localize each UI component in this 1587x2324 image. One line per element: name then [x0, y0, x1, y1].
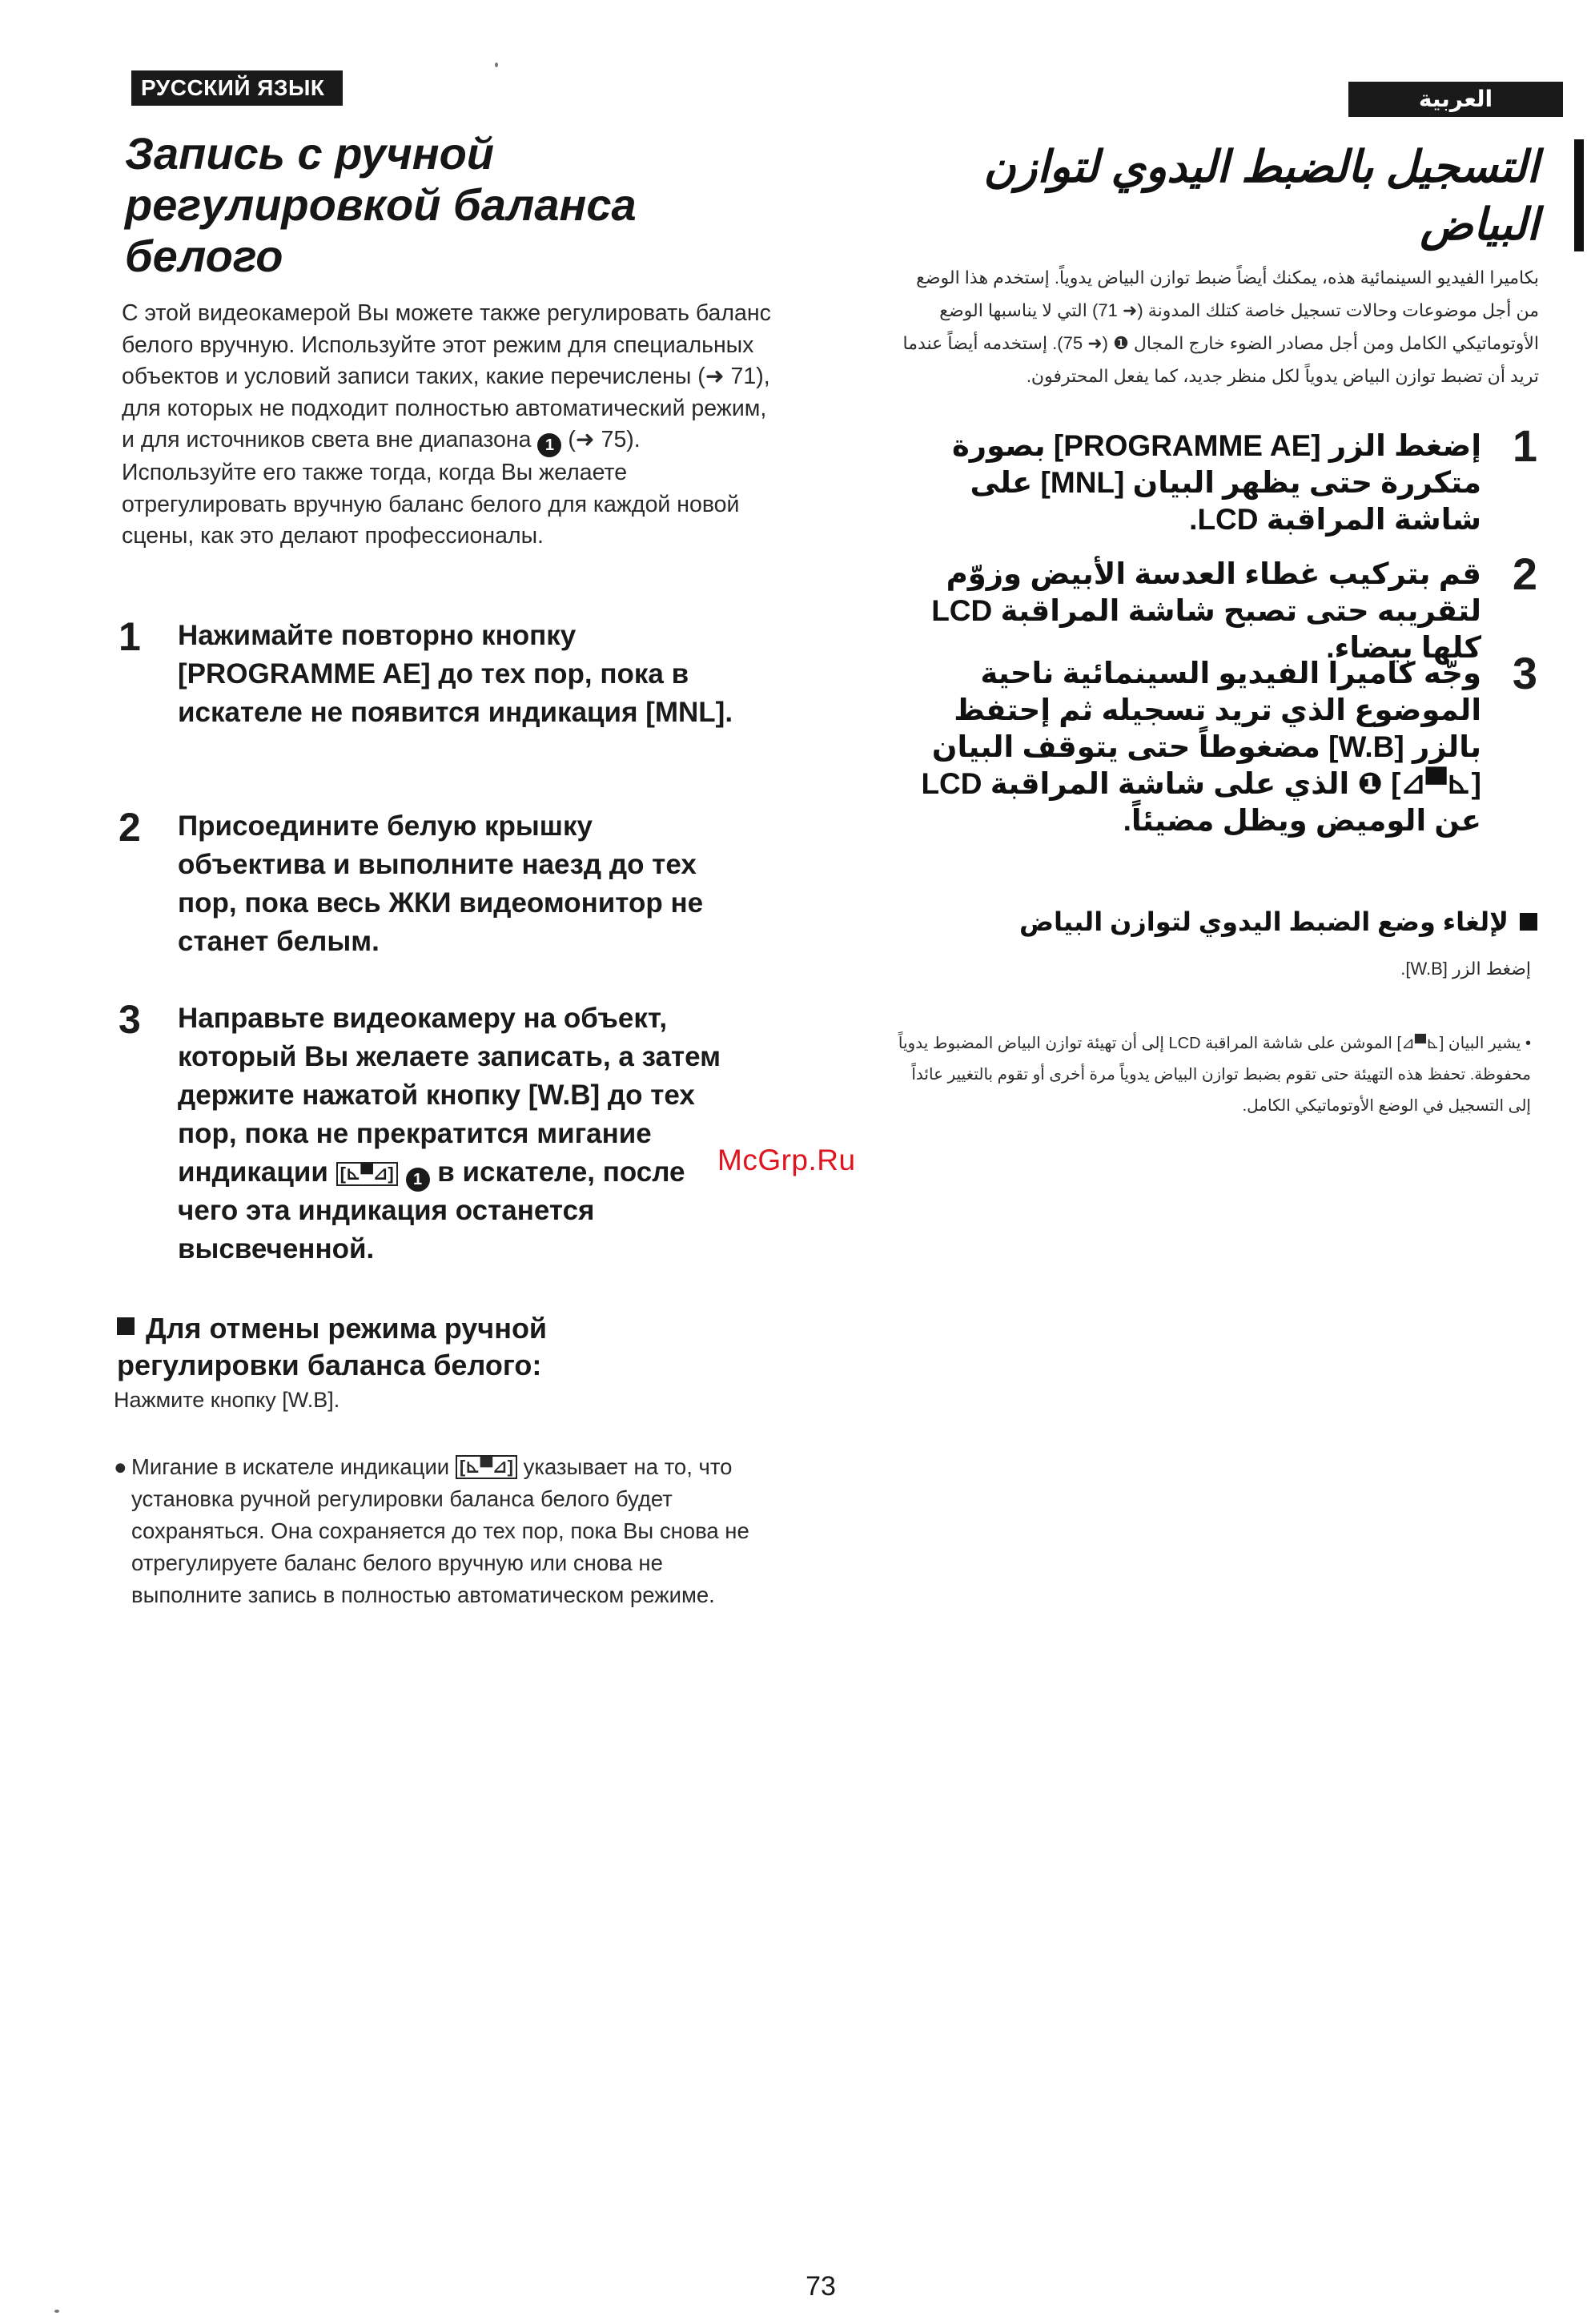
step-text: قم بتركيب غطاء العدسة الأبيض وزوّم لتقريبه حتى تصبح شاشة المراقبة LCD كلها بيضاء.	[931, 557, 1481, 664]
square-bullet-icon	[1520, 913, 1537, 931]
intro-text-part2: (➜ 75). Используйте его также тогда, когда Вы желаете отрегулировать вручную баланс белого для каждой новой сцены, как это делают профессионалы.	[122, 427, 740, 549]
scan-speck	[495, 62, 498, 67]
cancel-heading-text: Для отмены режима ручной регулировки баланса белого:	[117, 1312, 548, 1381]
white-balance-icon: [⊾▀⊿]	[336, 1162, 398, 1186]
step-text: Присоедините белую крышку объектива и выполните наезд до тех пор, пока весь ЖКИ видеомонитор не станет белым.	[178, 810, 704, 957]
step-number: 1	[119, 614, 141, 659]
note-russian	[114, 1451, 778, 1611]
page-title-arabic: التسجيل بالضبط اليدوي لتوازن البياض	[983, 142, 1539, 249]
step-text-part1: Направьте видеокамеру на объект, который Вы желаете записать, а затем держите нажатой кнопку [W.B] до тех пор, пока не прекратится мигание индикации	[178, 1003, 721, 1188]
cancel-heading-arabic	[961, 905, 1537, 939]
square-bullet-icon	[117, 1317, 135, 1335]
note-arabic: • يشير البيان [⊾▀⊿] الموشن على شاشة المراقبة LCD إلى أن تهيئة توازن البياض المضبوط يدوياً محفوظة. تحفظ هذه التهيئة حتى تقوم بضبط توازن البياض يدوياً مرة أخرى أو تقوم بالتغيير عائداً إلى التسجيل في الوضع الأوتوماتيكي الكامل.	[898, 1035, 1531, 1115]
step-text: وجّه كاميرا الفيديو السينمائية ناحية الموضوع الذي تريد تسجيله ثم إحتفظ بالزر [W.B] مضغوطاً حتى يتوقف البيان [⊾▀⊿] ❶ الذي على شاشة المراقبة LCD عن الوميض ويظل مضيئاً.	[921, 657, 1481, 837]
language-label-russian: РУССКИЙ ЯЗЫК	[131, 70, 343, 106]
note-text-part1: Мигание в искателе индикации	[131, 1454, 450, 1479]
cancel-instruction-russian: Нажмите кнопку [W.B].	[114, 1388, 340, 1412]
language-label-arabic: العربية	[1348, 82, 1563, 117]
note-text-part2: указывает на то, что установка ручной регулировки баланса белого будет сохраняться. Она сохраняется до тех пор, пока Вы снова не отрегулируете баланс белого вручную или снова не выполните запись в полностью автоматическом режиме.	[131, 1454, 749, 1607]
step-number: 3	[119, 997, 141, 1042]
circled-number-icon: 1	[406, 1168, 430, 1192]
white-balance-icon: [⊾▀⊿]	[456, 1455, 517, 1479]
step-number: 2	[119, 805, 141, 850]
watermark: McGrp.Ru	[717, 1144, 856, 1176]
step-text: Нажимайте повторно кнопку [PROGRAMME AE] до тех пор, пока в искателе не появится индикация [MNL].	[178, 620, 733, 728]
step-text-part2: в искателе, после чего эта индикация останется высвеченной.	[178, 1156, 685, 1265]
intro-paragraph-russian	[122, 298, 778, 553]
circled-number-icon: 1	[537, 433, 561, 457]
note-body	[114, 1451, 778, 1611]
step-number: 2	[1512, 549, 1537, 599]
step-text	[178, 999, 738, 1269]
step-text: إضغط الزر [PROGRAMME AE] بصورة متكررة حتى يظهر البيان [MNL] على شاشة المراقبة LCD.	[951, 429, 1481, 536]
step-number: 3	[1512, 648, 1537, 698]
page-title-russian: Запись с ручной регулировкой баланса белого	[125, 128, 637, 281]
intro-paragraph-arabic: بكاميرا الفيديو السينمائية هذه، يمكنك أيضاً ضبط توازن البياض يدوياً. إستخدم هذا الوضع من أجل موضوعات وحالات تسجيل خاصة كتلك المدونة (➜ 71) التي لا يناسبها الوضع الأوتوماتيكي الكامل ومن أجل مصادر الضوء خارج المجال ❶ (➜ 75). إستخدمه أيضاً عندما تريد أن تضبط توازن البياض يدوياً لكل منظر جديد، كما يفعل المحترفون.	[902, 267, 1539, 386]
cancel-instruction-arabic: إضغط الزر [W.B].	[1400, 959, 1531, 979]
page-number: 73	[806, 2271, 836, 2302]
bullet-icon: ●	[114, 1454, 127, 1479]
intro-text-part1: С этой видеокамерой Вы можете также регулировать баланс белого вручную. Используйте этот режим для специальных объектов и условий записи таких, какие перечислены (➜ 71), для которых не подходит полностью автоматический режим, и для источников света вне диапазона	[122, 300, 771, 452]
scan-speck	[54, 2310, 59, 2313]
step-number: 1	[1512, 420, 1537, 471]
cancel-heading-russian	[117, 1310, 725, 1384]
page-edge-marker	[1574, 139, 1584, 251]
cancel-heading-text: لإلغاء وضع الضبط اليدوي لتوازن البياض	[1018, 907, 1509, 936]
